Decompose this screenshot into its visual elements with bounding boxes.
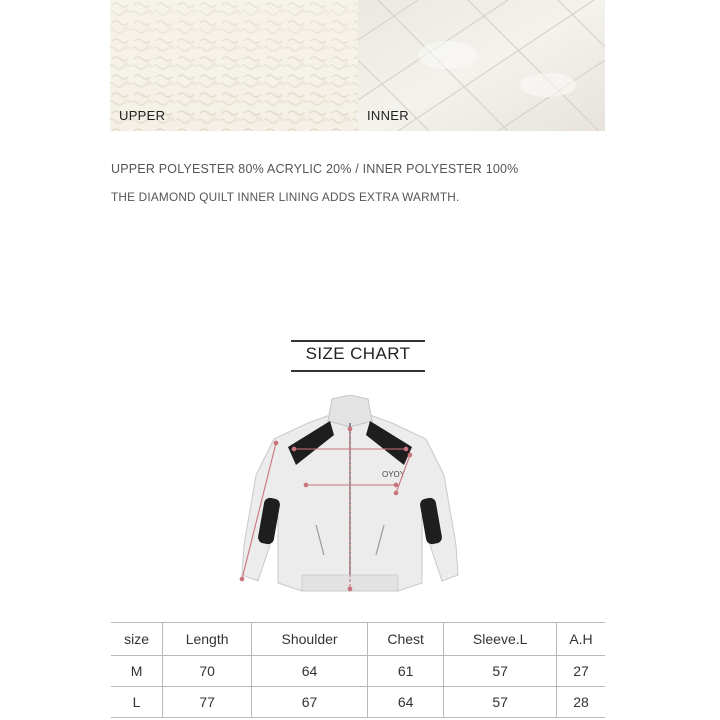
header-sleeve: Sleeve.L [444,623,557,656]
cell-sleeve: 57 [444,656,557,687]
inner-fabric-swatch [358,0,605,131]
table-row [111,656,605,687]
material-composition-text: UPPER POLYESTER 80% ACRYLIC 20% / INNER POLYESTER 100% [111,162,519,176]
cell-chest: 61 [367,656,443,687]
upper-label: UPPER [119,108,166,123]
cell-sleeve: 57 [444,687,557,718]
cell-length: 70 [163,656,252,687]
table-header-row [111,623,605,656]
jacket-measurement-illustration [230,395,470,610]
cell-length: 77 [163,687,252,718]
header-armhole: A.H [557,623,605,656]
header-size: size [111,623,163,656]
header-shoulder: Shoulder [252,623,368,656]
header-length: Length [163,623,252,656]
upper-fabric-swatch [110,0,358,131]
size-chart-title: SIZE CHART [305,344,411,363]
size-chart-heading [291,340,425,372]
lining-description-text: THE DIAMOND QUILT INNER LINING ADDS EXTRA WARMTH. [111,190,460,204]
title-top-rule [291,340,425,342]
size-table [111,622,605,718]
cell-size: L [111,687,163,718]
cell-shoulder: 67 [252,687,368,718]
cell-shoulder: 64 [252,656,368,687]
header-chest: Chest [367,623,443,656]
cell-armhole: 27 [557,656,605,687]
table-row [111,687,605,718]
title-bottom-rule [291,370,425,372]
inner-label: INNER [367,108,409,123]
cell-size: M [111,656,163,687]
cell-chest: 64 [367,687,443,718]
cell-armhole: 28 [557,687,605,718]
jacket-chest-logo: OYOY [382,470,406,479]
